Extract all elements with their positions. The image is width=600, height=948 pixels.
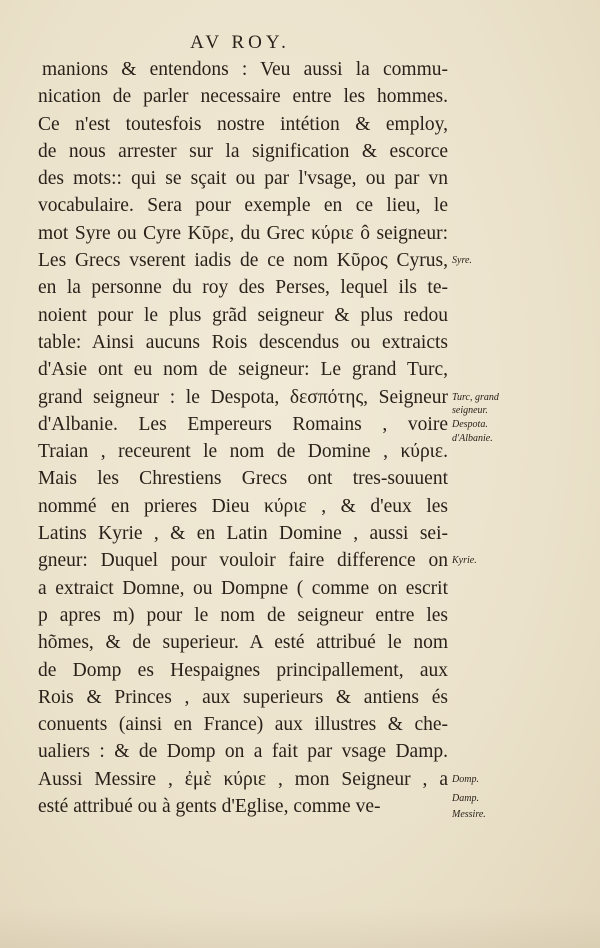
margin-note: Syre. [452, 255, 472, 267]
text-line: Rois & Princes , aux superieurs & antiens és [38, 686, 448, 708]
text-line: conuents (ainsi en France) aux illustres & che- [38, 714, 448, 736]
text-line: des mots:: qui se sçait ou par l'vsage, ou par vn [38, 168, 448, 190]
text-line: table: Ainsi aucuns Rois descendus ou extraicts [38, 331, 448, 353]
text-line: de Domp es Hespaignes principallement, aux [38, 659, 448, 681]
text-line: esté attribué ou à gents d'Eglise, comme ve- [38, 796, 381, 818]
page-edge-shading [0, 908, 600, 948]
text-line: manions & entendons : Veu aussi la commu- [42, 59, 448, 80]
text-line: d'Asie ont eu nom de seigneur: Le grand Turc, [38, 359, 448, 381]
margin-note: seigneur. [452, 405, 488, 417]
margin-note: Kyrie. [452, 555, 477, 567]
text-line: d'Albanie. Les Empereurs Romains , voire [38, 413, 448, 435]
text-line: Aussi Messire , ἐμὲ κύριε , mon Seigneur , a [38, 768, 448, 790]
text-line: vocabulaire. Sera pour exemple en ce lieu, le [38, 195, 448, 217]
text-line: Traian , receurent le nom de Domine , κύριε. [38, 441, 448, 463]
margin-note: Domp. [452, 773, 479, 785]
text-line: grand seigneur : le Despota, δεσπότης, Seigneur [38, 386, 448, 408]
running-head: AV ROY. [190, 32, 290, 53]
text-line: nommé en prieres Dieu κύριε , & d'eux les [38, 495, 448, 517]
margin-note: Turc, grand [452, 391, 499, 403]
margin-note: Damp. [452, 792, 479, 804]
text-line: mot Syre ou Cyre Κῦρε, du Grec κύριε ô seigneur: [38, 222, 448, 244]
text-line: Les Grecs vserent iadis de ce nom Κῦρος Cyrus, [38, 250, 448, 272]
text-line: Mais les Chrestiens Grecs ont tres-souuent [38, 468, 448, 490]
text-line: p apres m) pour le nom de seigneur entre les [38, 604, 448, 626]
text-line: hõmes, & de superieur. A esté attribué le nom [38, 632, 448, 654]
text-line: ualiers : & de Domp on a fait par vsage Damp. [38, 741, 448, 763]
margin-note: Messire. [452, 809, 486, 821]
text-line: noient pour le plus grãd seigneur & plus redou [38, 304, 448, 326]
text-line: Latins Kyrie , & en Latin Domine , aussi sei- [38, 523, 448, 545]
body-text [38, 56, 448, 820]
text-line: a extraict Domne, ou Dompne ( comme on escrit [38, 577, 448, 599]
text-line: gneur: Duquel pour vouloir faire difference on [38, 550, 448, 572]
text-line: Ce n'est toutesfois nostre intétion & employ, [38, 113, 448, 135]
text-line: nication de parler necessaire entre les hommes. [38, 86, 448, 108]
text-line: en la personne du roy des Perses, lequel ils te- [38, 277, 448, 299]
text-line: de nous arrester sur la signification & escorce [38, 140, 448, 162]
margin-note: d'Albanie. [452, 432, 493, 444]
margin-note: Despota. [452, 418, 488, 430]
